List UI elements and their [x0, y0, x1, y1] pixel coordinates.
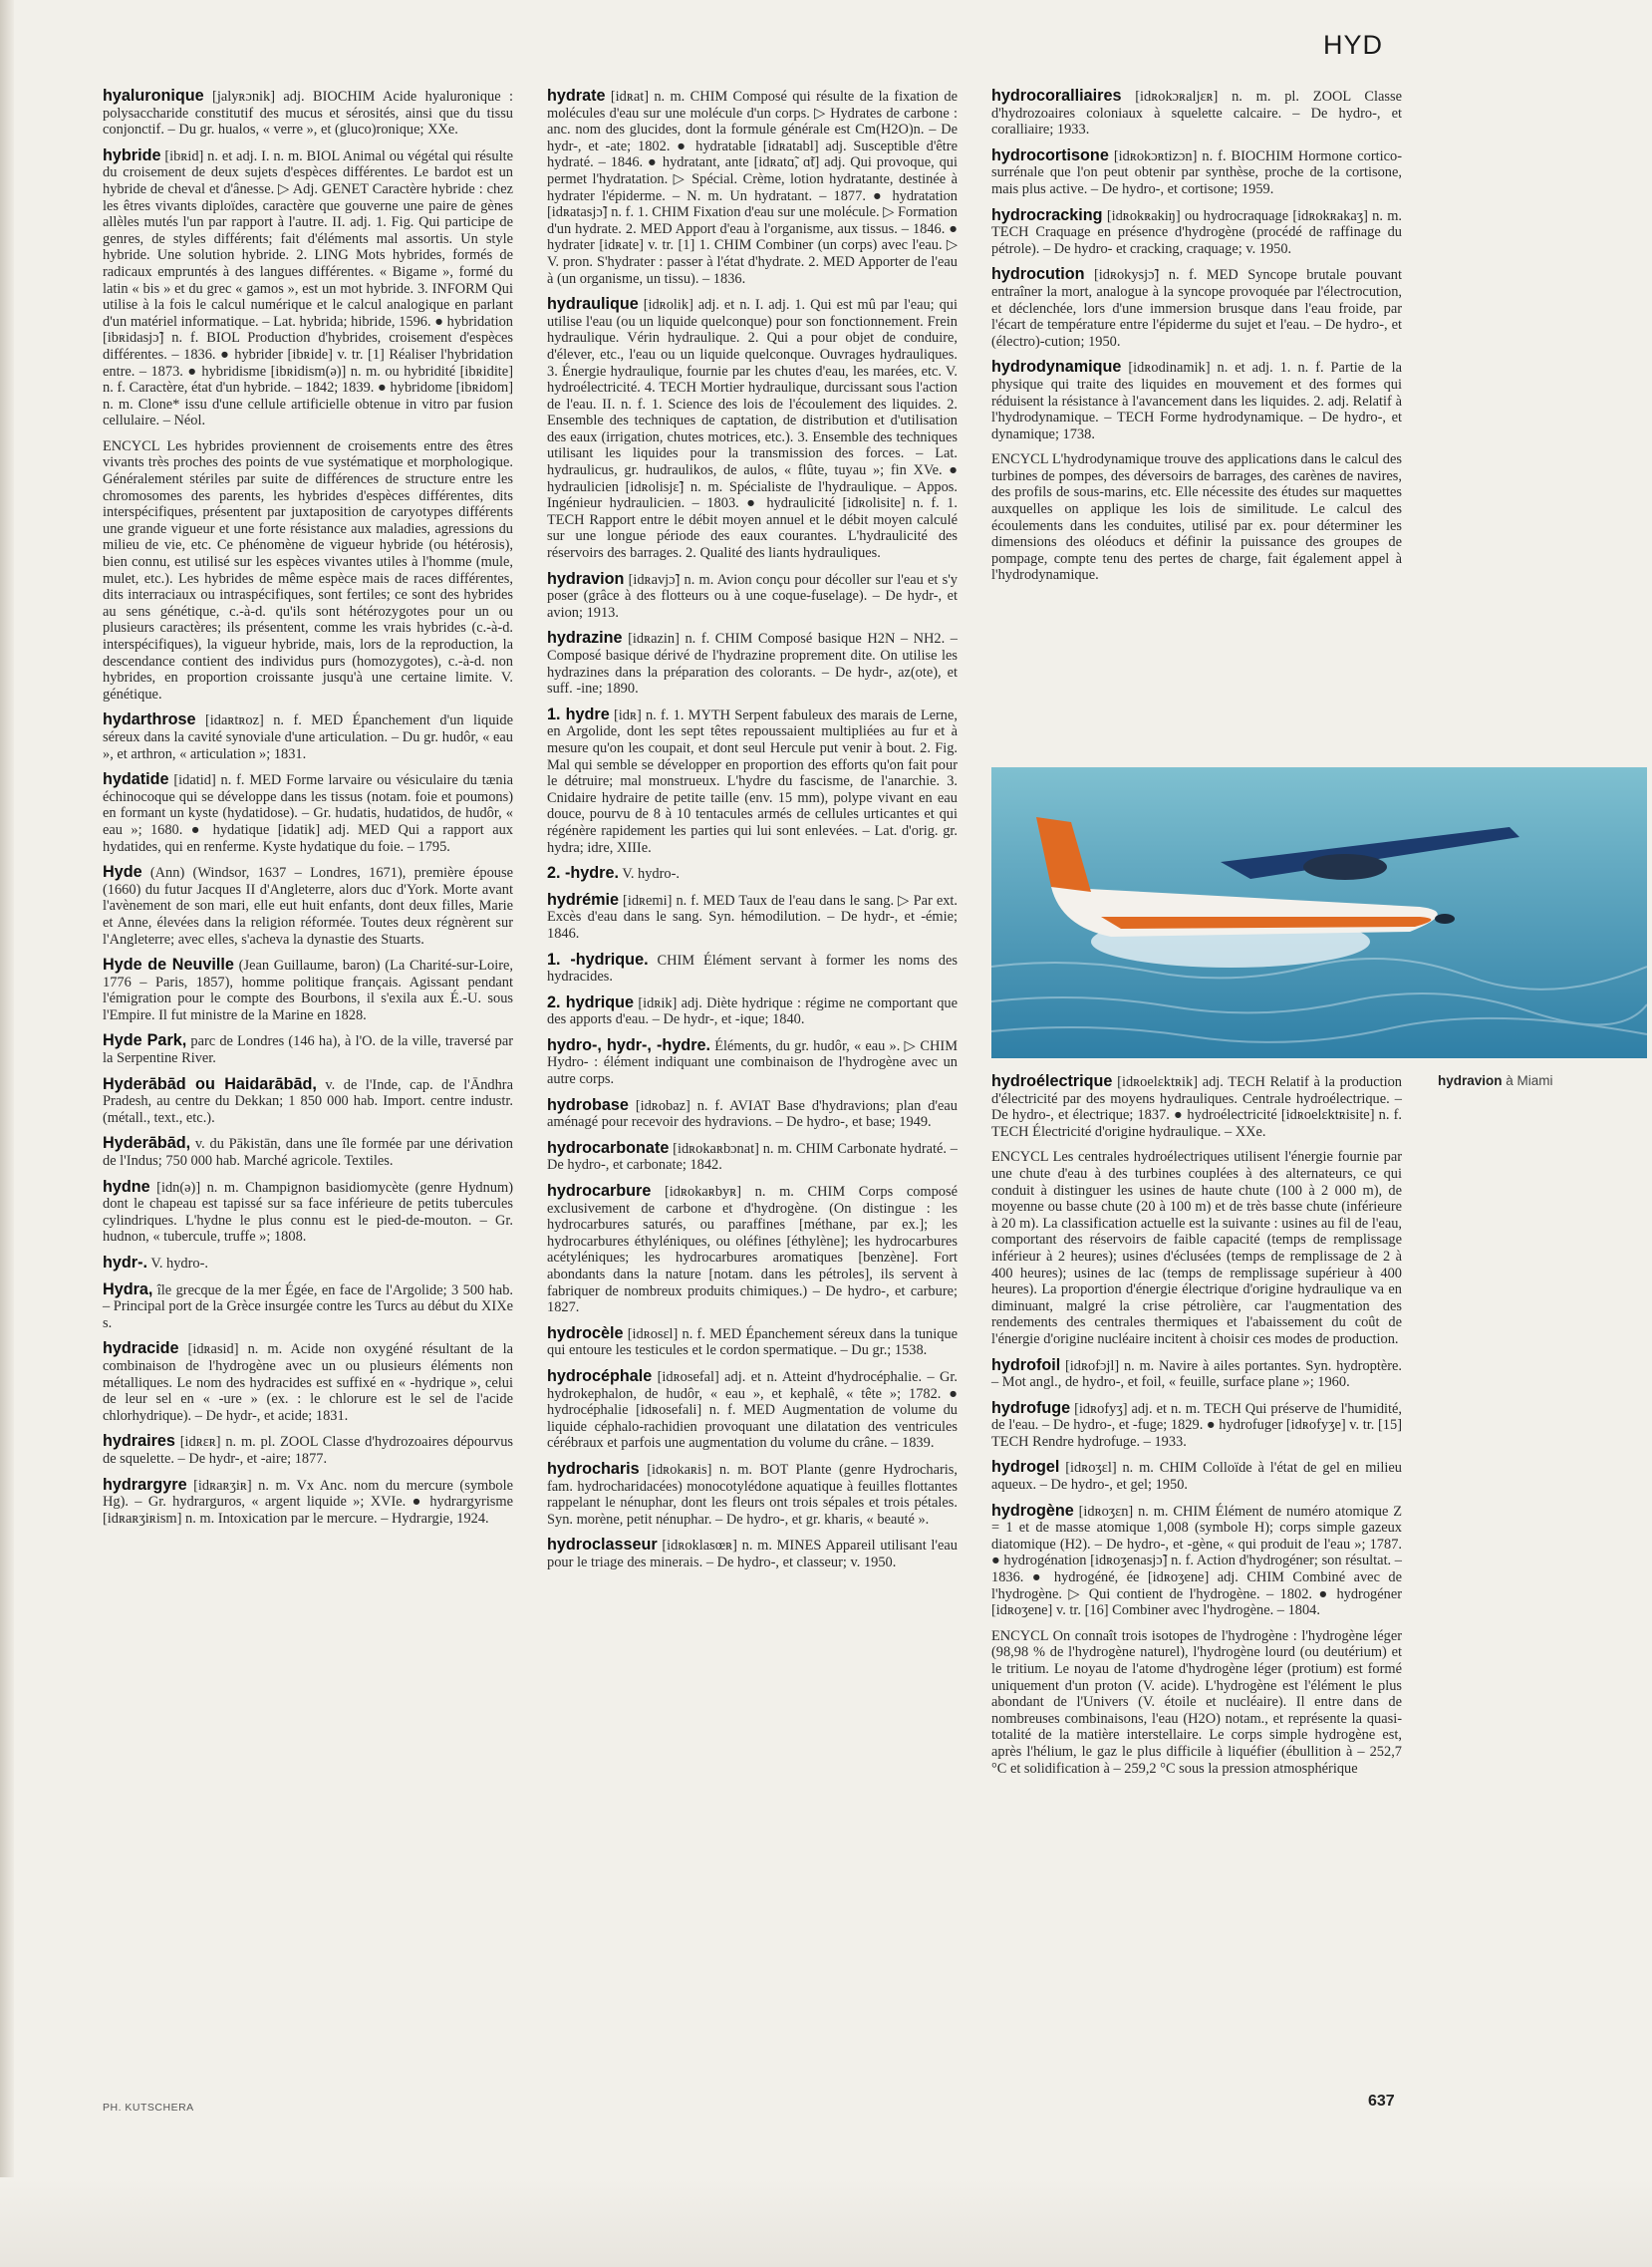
entry-headword: Hydra, [103, 1279, 153, 1298]
column-3-bottom [991, 1073, 1402, 1786]
dictionary-entry [547, 1037, 958, 1088]
entry-definition: [idʀokysjɔ̃] n. f. MED Syncope brutale pouvant entraîner la mort, analogue à la syncope provoquée par l'électrocution, et déclenchée, lors d'une immersion brusque dans l'eau froide, par l'écart de température entre l'épiderme du sujet et l'eau. – De hydro-, et (électro)-cution; 1950. [991, 267, 1402, 350]
entry-headword: hydrocoralliaires [991, 87, 1122, 105]
entry-headword: 2. -hydre. [547, 864, 619, 883]
column-2 [547, 88, 958, 1580]
entry-headword: hydrocarbonate [547, 1138, 670, 1157]
entry-headword: hydatide [103, 770, 169, 789]
entry-definition: [idʀaʀʒiʀ] n. m. Vx Anc. nom du mercure (symbole Hg). – Gr. hydrarguros, « argent liquide »; XVIe. ● hydrargyrisme [idʀaʀʒiʀism] n. m. Intoxication par le mercure. – Hydrargie, 1924. [103, 1477, 513, 1527]
entry-definition: [idʀokɔʀtizɔn] n. f. BIOCHIM Hormone cortico-surrénale que l'on peut obtenir par synthèse, proche de la cortisone, mais plus active. – De hydro-, et cortisone; 1959. [991, 147, 1402, 197]
entry-definition: [idʀat] n. m. CHIM Composé qui résulte de la fixation de molécules d'eau sur une molécule d'un corps. ▷ Hydrates de carbone : anc. nom des glucides, dont la formule générale est Cm(H2O)n. – De hydr-, et -ate; 1802. ● hydratable [idʀatabl] adj. Susceptible d'être hydraté. – 1846. ● hydratant, ante [idʀatɑ̃, ɑ̃t] adj. Qui provoque, qui permet l'hydratation. ▷ Spécial. Crème, lotion hydratante, destinée à hydrater l'épiderme. – N. m. Un hydratant. – 1877. ● hydratation [idʀatasjɔ̃] n. f. 1. CHIM Fixation d'eau sur une molécule. ▷ Formation d'un hydrate. 2. MED Apport d'eau à l'organisme, aux tissus. – 1846. ● hydrater [idʀate] v. tr. [1] 1. CHIM Combiner (un corps) avec l'eau. ▷ V. pron. S'hydrater : passer à l'état d'hydrate. 2. MED Apporter de l'eau à (un organisme, un tissu). – 1836. [547, 89, 958, 287]
dictionary-entry [991, 1400, 1402, 1451]
dictionary-entry [547, 296, 958, 562]
entry-definition: ENCYCL On connaît trois isotopes de l'hydrogène : l'hydrogène léger (98,98 % de l'hydrogène naturel), l'hydrogène lourd (ou deutérium) et le tritium. Le noyau de l'atome d'hydrogène léger (protium) est formé uniquement d'un proton (V. acide). L'hydrogène est l'élément le plus abondant de l'Univers (V. étoile et nucléaire). Il entre dans de nombreuses combinaisons, l'eau (H2O) notam., et représente la quasi-totalité de la matière interstellaire. Le corps simple hydrogène est, après l'hélium, le gaz le plus difficile à liquéfier (ébullition à – 252,7 °C et solidification à – 259,2 °C sous la pression atmosphérique [991, 1627, 1402, 1777]
entry-headword: hydrazine [547, 629, 623, 648]
entry-headword: hydrocéphale [547, 1366, 653, 1385]
page-number: 637 [1368, 2093, 1395, 2110]
entry-headword: 1. hydre [547, 705, 610, 723]
dictionary-entry [103, 147, 513, 429]
dictionary-entry [103, 864, 513, 948]
entry-definition: (Ann) (Windsor, 1637 – Londres, 1671), première épouse (1660) du futur Jacques II d'Angleterre, alors duc d'York. Morte avant l'avènement de son mari, elle eut huit enfants, dont deux filles, Marie et Anne, élevées dans la religion réformée. Toutes deux régnèrent sur l'Angleterre; avec elles, s'acheva la dynastie des Stuarts. [103, 865, 513, 948]
entry-headword: hydrocution [991, 265, 1085, 284]
dictionary-entry [991, 1628, 1402, 1777]
entry-definition: [idʀ] n. f. 1. MYTH Serpent fabuleux des marais de Lerne, en Argolide, dont les sept têtes repoussaient multipliées au fur et à mesure qu'on les coupait, et dont seul Hercule put venir à bout. 2. Fig. Mal qui semble se développer en proportion des efforts qu'on fait pour le détruire; mal monstrueux. L'hydre du fascisme, de l'anarchie. 3. Cnidaire hydraire de petite taille (env. 15 mm), polype vivant en eau douce, pourvu de 8 à 10 tentacules armés de cellules urticantes et qui régénère rapidement les parties qui lui sont enlevées. – Lat. d'orig. gr. hydra; idre, XIIIe. [547, 707, 958, 856]
dictionary-entry [103, 711, 513, 762]
entry-headword: Hyde de Neuville [103, 956, 234, 975]
entry-definition: [idʀoklasœʀ] n. m. MINES Appareil utilisant l'eau pour le triage des minerais. – De hydro-, et classeur; v. 1950. [547, 1538, 958, 1570]
entry-definition: [idʀokɔʀaljɛʀ] n. m. pl. ZOOL Classe d'hydrozoaires coloniaux à squelette calcaire. – De hydro-, et coralliaire; 1933. [991, 89, 1402, 139]
dictionary-entry [103, 1477, 513, 1528]
entry-headword: hydrocortisone [991, 145, 1109, 164]
dictionary-entry [103, 1255, 513, 1273]
entry-headword: hydroclasseur [547, 1536, 658, 1555]
dictionary-entry [103, 1032, 513, 1066]
entry-definition: [idʀosefal] adj. et n. Atteint d'hydrocéphalie. – Gr. hydrokephalon, de hudôr, « eau », et kephalê, « tête »; 1782. ● hydrocéphalie [idʀosefali] n. f. MED Augmentation de volume du liquide céphalo-rachidien provoquant une dilatation des ventricules cérébraux et parfois une augmentation du volume du crâne. – 1839. [547, 1368, 958, 1452]
entry-headword: hydrogel [991, 1458, 1060, 1477]
entry-definition: [idʀokaʀbɔnat] n. m. CHIM Carbonate hydraté. – De hydro-, et carbonate; 1842. [547, 1140, 958, 1174]
entry-definition: [ibʀid] n. et adj. I. n. m. BIOL Animal ou végétal qui résulte du croisement de deux sujets d'espèces différentes. Le bardot est un hybride de cheval et d'ânesse. ▷ Adj. GENET Caractère hybride : chez les êtres vivants diploïdes, caractère que gouverne une paire de gènes allèles mutés l'un par rapport à l'autre. II. adj. 1. Fig. Qui participe de genres, de styles différents; fait d'éléments mal assortis. Un style hybride. Une solution hybride. 2. LING Mots hybrides, formés de radicaux empruntés à des langues différentes. « Bigame », formé du latin « bis » et du grec « gamos », est un mot hybride. 3. INFORM Qui utilise à la fois le calcul numérique et le calcul analogique en parlant d'un matériel informatique. – Lat. hybrida; hibride, 1596. ● hybridation [ibʀidasjɔ̃] n. f. BIOL Production d'hybrides, croisement d'espèces différentes. – 1836. ● hybrider [ibʀide] v. tr. [1] Réaliser l'hybridation entre. – 1873. ● hybridisme [ibʀidism(ə)] n. m. ou hybridité [ibʀidite] n. f. Caractère, état d'un hybride. – 1842; 1839. ● hybridome [ibʀidom] n. m. Clone* issu d'une cellule artificielle obtenue in vitro par fusion cellulaire. – Néol. [103, 147, 513, 429]
dictionary-entry [103, 1433, 513, 1467]
dictionary-entry [991, 1149, 1402, 1347]
dictionary-entry [103, 1340, 513, 1424]
entry-headword: hydrocarbure [547, 1182, 652, 1201]
dictionary-entry [547, 1097, 958, 1131]
dictionary-entry [103, 1179, 513, 1246]
dictionary-entry [991, 451, 1402, 584]
dictionary-entry [547, 1461, 958, 1528]
column-3-top [991, 88, 1402, 593]
entry-definition: CHIM Élément servant à former les noms des hydracides. [547, 952, 958, 986]
entry-definition: [idʀofyʒ] adj. et n. m. TECH Qui préserve de l'humidité, de l'eau. – De hydro-, et -fuge; 1829. ● hydrofuger [idʀofyʒe] v. tr. [15] TECH Rendre hydrofuge. – 1933. [991, 1400, 1402, 1450]
entry-definition: ENCYCL Les hybrides proviennent de croisements entre des êtres vivants très proches des points de vue systématique et morphologique. Généralement stériles par suite de différences de structure entre les chromosomes des parents, les hybrides d'espèces différentes, dits interspécifiques, présentent par juxtaposition de caryotypes différents une grande vigueur et une forte résistance aux maladies, agressions du milieu de vie, etc. Ce phénomène de vigueur hybride (ou hétérosis), bien connu, est utilisé sur les espèces vivantes utiles à l'homme (mule, mulet, etc.). Les hybrides de même espèce mais de races différentes, dits interraciaux ou intraspécifiques, sont fertiles; ce sont des hybrides au sens génétique, c.-à-d. qu'ils sont hétérozygotes pour un ou plusieurs caractères; ils présentent, comme les vrais hybrides (c.-à-d. interspécifiques), la vigueur hybride, mais, lors de la reproduction, la descendance contient des individus purs (homozygotes), c.-à-d. non hybrides, en proportion croissante jusqu'à une certaine limite. V. génétique. [103, 437, 513, 703]
entry-headword: hyaluronique [103, 87, 204, 105]
entry-definition: [idʀofɔjl] n. m. Navire à ailes portantes. Syn. hydroptère. – Mot angl., de hydro-, et foil, « feuille, surface plane »; 1960. [991, 1357, 1402, 1391]
entry-definition: [idʀoʒɛl] n. m. CHIM Colloïde à l'état de gel en milieu aqueux. – De hydro-, et gel; 1950. [991, 1460, 1402, 1494]
dictionary-entry [991, 147, 1402, 198]
entry-headword: hydrofuge [991, 1398, 1071, 1417]
dictionary-entry [991, 1073, 1402, 1140]
entry-headword: hydrocharis [547, 1459, 640, 1478]
entry-definition: V. hydro-. [150, 1256, 209, 1272]
entry-definition: [idʀoelɛktʀik] adj. TECH Relatif à la production d'électricité par des moyens hydrauliques. Centrale hydroélectrique. – De hydro-, et électrique; 1837. ● hydroélectricité [idʀoelɛktʀisite] n. f. TECH Électricité d'origine hydraulique. – XXe. [991, 1074, 1402, 1140]
entry-headword: hydrargyre [103, 1475, 187, 1494]
entry-definition: [idn(ə)] n. m. Champignon basidiomycète (genre Hydnum) dont le chapeau est tapissé sur sa face inférieure de petits tubercules cylindriques. L'hydne le plus connu est le pied-de-mouton. – Gr. hudnon, « tubercule, truffe »; 1808. [103, 1179, 513, 1246]
entry-definition: [idʀazin] n. f. CHIM Composé basique H2N – NH2. – Composé basique dérivé de l'hydrazine proprement dite. On utilise les hydrazines dans la préparation des colorants. – De hydr-, az(ote), et suff. -ine; 1890. [547, 631, 958, 698]
entry-headword: hydarthrose [103, 710, 196, 729]
dictionary-entry [991, 1357, 1402, 1391]
entry-definition: ENCYCL Les centrales hydroélectriques utilisent l'énergie fournie par une chute d'eau à des turbines couplées à des alternateurs, ce qui conduit à distinguer les usines de haute chute (100 à 2 000 m), de moyenne ou basse chute (20 à 100 m) et de très basse chute (inférieure à 20 m). La classification actuelle est la suivante : usines au fil de l'eau, comportant des réservoirs de faible capacité (temps de remplissage inférieur à 2 heures); usines d'éclusées (temps de remplissage de 2 à 400 heures); usines de lac (temps de remplissage supérieur à 400 heures). La proportion d'énergie électrique d'origine hydraulique va en diminuant, malgré la crise pétrolière, car l'augmentation des rendements des centrales thermiques et l'abaissement du coût de l'énergie d'origine nucléaire incitent à choisir ces modes de production. [991, 1149, 1402, 1347]
dictionary-entry [103, 1135, 513, 1169]
entry-headword: hydroélectrique [991, 1072, 1113, 1090]
dictionary-entry [547, 630, 958, 697]
entry-headword: Hyde Park, [103, 1031, 187, 1050]
dictionary-entry [547, 892, 958, 943]
dictionary-entry [103, 771, 513, 855]
page-edge [0, 0, 14, 2267]
dictionary-entry [103, 1076, 513, 1127]
entry-definition: [idʀolik] adj. et n. I. adj. 1. Qui est mû par l'eau; qui utilise l'eau (ou un liquide quelconque) pour son fonctionnement. Frein hydraulique. Vérin hydraulique. 2. Qui a pour objet de conduire, d'élever, etc., l'eau ou un liquide quelconque. Ouvrages hydrauliques. 3. Énergie hydraulique, fournie par les chutes d'eau, les marées, etc. V. hydroélectricité. 4. TECH Mortier hydraulique, durcissant sous l'action de l'eau. II. n. f. 1. Science des lois de l'écoulement des liquides. 2. Ensemble des techniques de captation, de distribution et d'utilisation des eaux (irrigation, chutes motrices, etc.). 3. Ensemble des techniques utilisant les liquides pour la transmission des forces. – Lat. hydraulicus, gr. hudraulikos, de aulos, « flûte, tuyau »; fin XVe. ● hydraulicien [idʀolisjɛ̃] n. m. Spécialiste de l'hydraulique. – Appos. Ingénieur hydraulicien. – 1803. ● hydraulicité [idʀolisite] n. f. 1. TECH Rapport entre le débit moyen annuel et le débit moyen calculé sur une longue période des eaux courantes. L'hydraulicité des réservoirs des barrages. 2. Qualité des liants hydrauliques. [547, 297, 958, 562]
entry-definition: [idʀavjɔ̃] n. m. Avion conçu pour décoller sur l'eau et s'y poser (grâce à des flotteurs ou à une coque-fuselage). – De hydr-, et avion; 1913. [547, 571, 958, 621]
entry-definition: [idaʀtʀoz] n. f. MED Épanchement d'un liquide séreux dans la cavité synoviale d'une articulation. – Du gr. hudôr, « eau », et arthron, « articulation »; 1831. [103, 712, 513, 762]
dictionary-entry [991, 1459, 1402, 1493]
entry-definition: [idʀosɛl] n. f. MED Épanchement séreux dans la tunique qui entoure les testicules et le cordon spermatique. – Du gr.; 1538. [547, 1325, 958, 1359]
entry-definition: [idʀokaʀis] n. m. BOT Plante (genre Hydrocharis, fam. hydrocharidacées) monocotylédone aquatique à feuilles flottantes rappelant le nénuphar, dont les fleurs ont trois sépales et trois pétales. Syn. morène, petit nénuphar. – De hydro-, et gr. kharis, « beauté ». [547, 1461, 958, 1528]
entry-headword: hydrémie [547, 890, 619, 909]
dictionary-entry [991, 266, 1402, 350]
dictionary-entry [547, 1183, 958, 1316]
dictionary-entry [547, 571, 958, 622]
entry-definition: [idʀemi] n. f. MED Taux de l'eau dans le sang. ▷ Par ext. Excès d'eau dans le sang. Syn. hémodilution. – De hydr-, et -émie; 1846. [547, 892, 958, 942]
entry-definition: v. de l'Inde, cap. de l'Āndhra Pradesh, au centre du Dekkan; 1 850 000 hab. Import. centre industr. (métall., text., etc.). [103, 1076, 513, 1126]
entry-headword: hydrobase [547, 1095, 629, 1114]
entry-definition: [idʀasid] n. m. Acide non oxygéné résultant de la combinaison de l'hydrogène avec un ou plusieurs éléments non métalliques. Le nom des hydracides est suffixé en « -hydrique », celui de leur sel en « -ure » (ex. : le chlorure est le sel de l'acide chlorhydrique). – De hydr-, et acide; 1831. [103, 1341, 513, 1424]
dictionary-entry [547, 88, 958, 287]
entry-definition: [idʀik] adj. Diète hydrique : régime ne comportant que des apports d'eau. – De hydr-, et -ique; 1840. [547, 994, 958, 1028]
dictionary-entry [547, 1325, 958, 1359]
dictionary-entry [547, 1140, 958, 1174]
dictionary-entry [103, 957, 513, 1023]
entry-definition: ENCYCL L'hydrodynamique trouve des applications dans le calcul des turbines de pompes, des déversoirs de barrages, des carènes de navires, des profils de sous-marins, etc. Elle nécessite des études sur maquettes auxquelles on applique les lois de similitude. Le calcul des écoulements dans les conduites, utilisé par ex. pour déterminer les dimensions des oléoducs et définir la puissance des groupes de pompage, compte tenu des pertes de charge, fait également appel à l'hydrodynamique. [991, 451, 1402, 584]
entry-headword: Hyderābād ou Haidarābād, [103, 1074, 317, 1093]
entry-headword: hydrocracking [991, 205, 1103, 224]
dictionary-entry [991, 359, 1402, 442]
photo-caption [1438, 1073, 1553, 1088]
entry-headword: hydro-, hydr-, -hydre. [547, 1035, 710, 1054]
dictionary-entry [547, 707, 958, 856]
entry-headword: 2. hydrique [547, 992, 635, 1011]
dictionary-entry [103, 438, 513, 704]
page-bottom-margin [0, 2177, 1652, 2267]
dictionary-entry [991, 207, 1402, 258]
entry-definition: [idʀɛʀ] n. m. pl. ZOOL Classe d'hydrozoaires dépourvus de squelette. – De hydr-, et -aire; 1877. [103, 1434, 513, 1467]
photo-credit: PH. KUTSCHERA [103, 2102, 194, 2114]
dictionary-entry [547, 865, 958, 883]
entry-definition: parc de Londres (146 ha), à l'O. de la ville, traversé par la Serpentine River. [103, 1033, 513, 1067]
caption-headword: hydravion [1438, 1073, 1503, 1088]
hydravion-photo [991, 767, 1647, 1058]
entry-definition: [idʀodinamik] n. et adj. 1. n. f. Partie de la physique qui traite des liquides en mouvement et des formes qui réduisent la résistance à l'avancement dans les liquides. 2. adj. Relatif à l'hydrodynamique. – TECH Forme hydrodynamique. – De hydro-, et dynamique; 1738. [991, 360, 1402, 442]
entry-headword: hydrogène [991, 1501, 1074, 1520]
entry-headword: Hyde [103, 863, 142, 882]
dictionary-entry [103, 88, 513, 139]
entry-definition: [idʀoʒɛn] n. m. CHIM Élément de numéro atomique Z = 1 et de masse atomique 1,008 (symbole H); corps simple gazeux diatomique (H2). – De hydro-, et -gène, « qui produit de l'eau »; 1787. ● hydrogénation [idʀoʒenasjɔ̃] n. f. Action d'hydrogéner; son résultat. – 1836. ● hydrogéné, ée [idʀoʒene] adj. CHIM Combiné avec de l'hydrogène. ▷ Qui contient de l'hydrogène. – 1802. ● hydrogéner [idʀoʒene] v. tr. [16] Combiner avec l'hydrogène. – 1804. [991, 1503, 1402, 1619]
caption-location: à Miami [1502, 1073, 1553, 1088]
entry-definition: Éléments, du gr. hudôr, « eau ». ▷ CHIM Hydro- : élément indiquant une combinaison de l'hydrogène avec un autre corps. [547, 1037, 958, 1088]
entry-headword: 1. -hydrique. [547, 950, 649, 969]
entry-headword: hydne [103, 1177, 150, 1196]
entry-definition: [idʀokaʀbyʀ] n. m. CHIM Corps composé exclusivement de carbone et d'hydrogène. (On distingue : les hydrocarbures saturés, ou paraffines [méthane, par ex.]; les hydrocarbures éthyléniques, ou oléfines [éthylène]; les hydrocarbures acétyléniques; les hydrocarbures aromatiques [benzène]. Fort abondants dans la nature [notam. dans les pétroles], ils servent à fabriquer de nombreux produits chimiques.) – De hydro-, et carbure; 1827. [547, 1184, 958, 1316]
dictionary-entry [547, 1368, 958, 1452]
entry-headword: hydrodynamique [991, 358, 1122, 377]
entry-headword: hydraulique [547, 295, 639, 314]
dictionary-entry [547, 952, 958, 986]
entry-definition: [jalyʀɔnik] adj. BIOCHIM Acide hyaluronique : polysaccharide constitutif des mucus et sérosités, ainsi que du tissu conjonctif. – Du gr. hualos, « verre », et (gluco)ronique; XXe. [103, 89, 514, 139]
column-1 [103, 88, 513, 1536]
entry-headword: hydravion [547, 569, 625, 588]
dictionary-entry [547, 994, 958, 1028]
entry-definition: [idʀokʀakiŋ] ou hydrocraquage [idʀokʀakaʒ] n. m. TECH Craquage en présence d'hydrogène (procédé de raffinage du pétrole). – De hydro- et cracking, craquage; v. 1950. [991, 207, 1402, 257]
entry-definition: île grecque de la mer Égée, en face de l'Argolide; 3 500 hab. – Principal port de la Grèce insurgée contre les Turcs au début du XIXe s. [103, 1281, 513, 1331]
entry-headword: hydrate [547, 87, 606, 105]
dictionary-entry [547, 1537, 958, 1570]
seaplane-image [991, 767, 1647, 1058]
dictionary-entry [103, 1281, 513, 1332]
entry-headword: Hyderābād, [103, 1134, 191, 1153]
entry-headword: hydraires [103, 1432, 175, 1451]
running-head: HYD [1323, 30, 1384, 60]
entry-headword: hydrofoil [991, 1355, 1061, 1374]
entry-definition: [idatid] n. f. MED Forme larvaire ou vésiculaire du tænia échinocoque qui se développe dans les tissus (notam. foie et poumons) en formant un kyste (hydatidose). – Gr. hudatis, hudatidos, de hudôr, « eau »; 1680. ● hydatique [idatik] adj. MED Qui a rapport aux hydatides, qui en renferme. Kyste hydatique du foie. – 1795. [103, 772, 513, 855]
entry-definition: V. hydro-. [622, 866, 681, 883]
entry-definition: (Jean Guillaume, baron) (La Charité-sur-Loire, 1776 – Paris, 1857), homme politique français. Agissant pendant l'émigration pour le compte des Bourbons, il s'exila aux É.-U. sous l'Empire. Il fut ministre de la Marine en 1828. [103, 958, 513, 1023]
dictionary-entry [991, 88, 1402, 139]
entry-headword: hydracide [103, 1339, 179, 1358]
entry-headword: hydr-. [103, 1254, 147, 1272]
entry-headword: hybride [103, 145, 161, 164]
dictionary-entry [991, 1503, 1402, 1619]
entry-definition: v. du Pākistān, dans une île formée par une dérivation de l'Indus; 750 000 hab. Marché agricole. Textiles. [103, 1136, 513, 1170]
entry-headword: hydrocèle [547, 1323, 624, 1342]
entry-definition: [idʀobaz] n. f. AVIAT Base d'hydravions; plan d'eau aménagé pour recevoir des hydravions. – De hydro-, et base; 1949. [547, 1097, 958, 1131]
